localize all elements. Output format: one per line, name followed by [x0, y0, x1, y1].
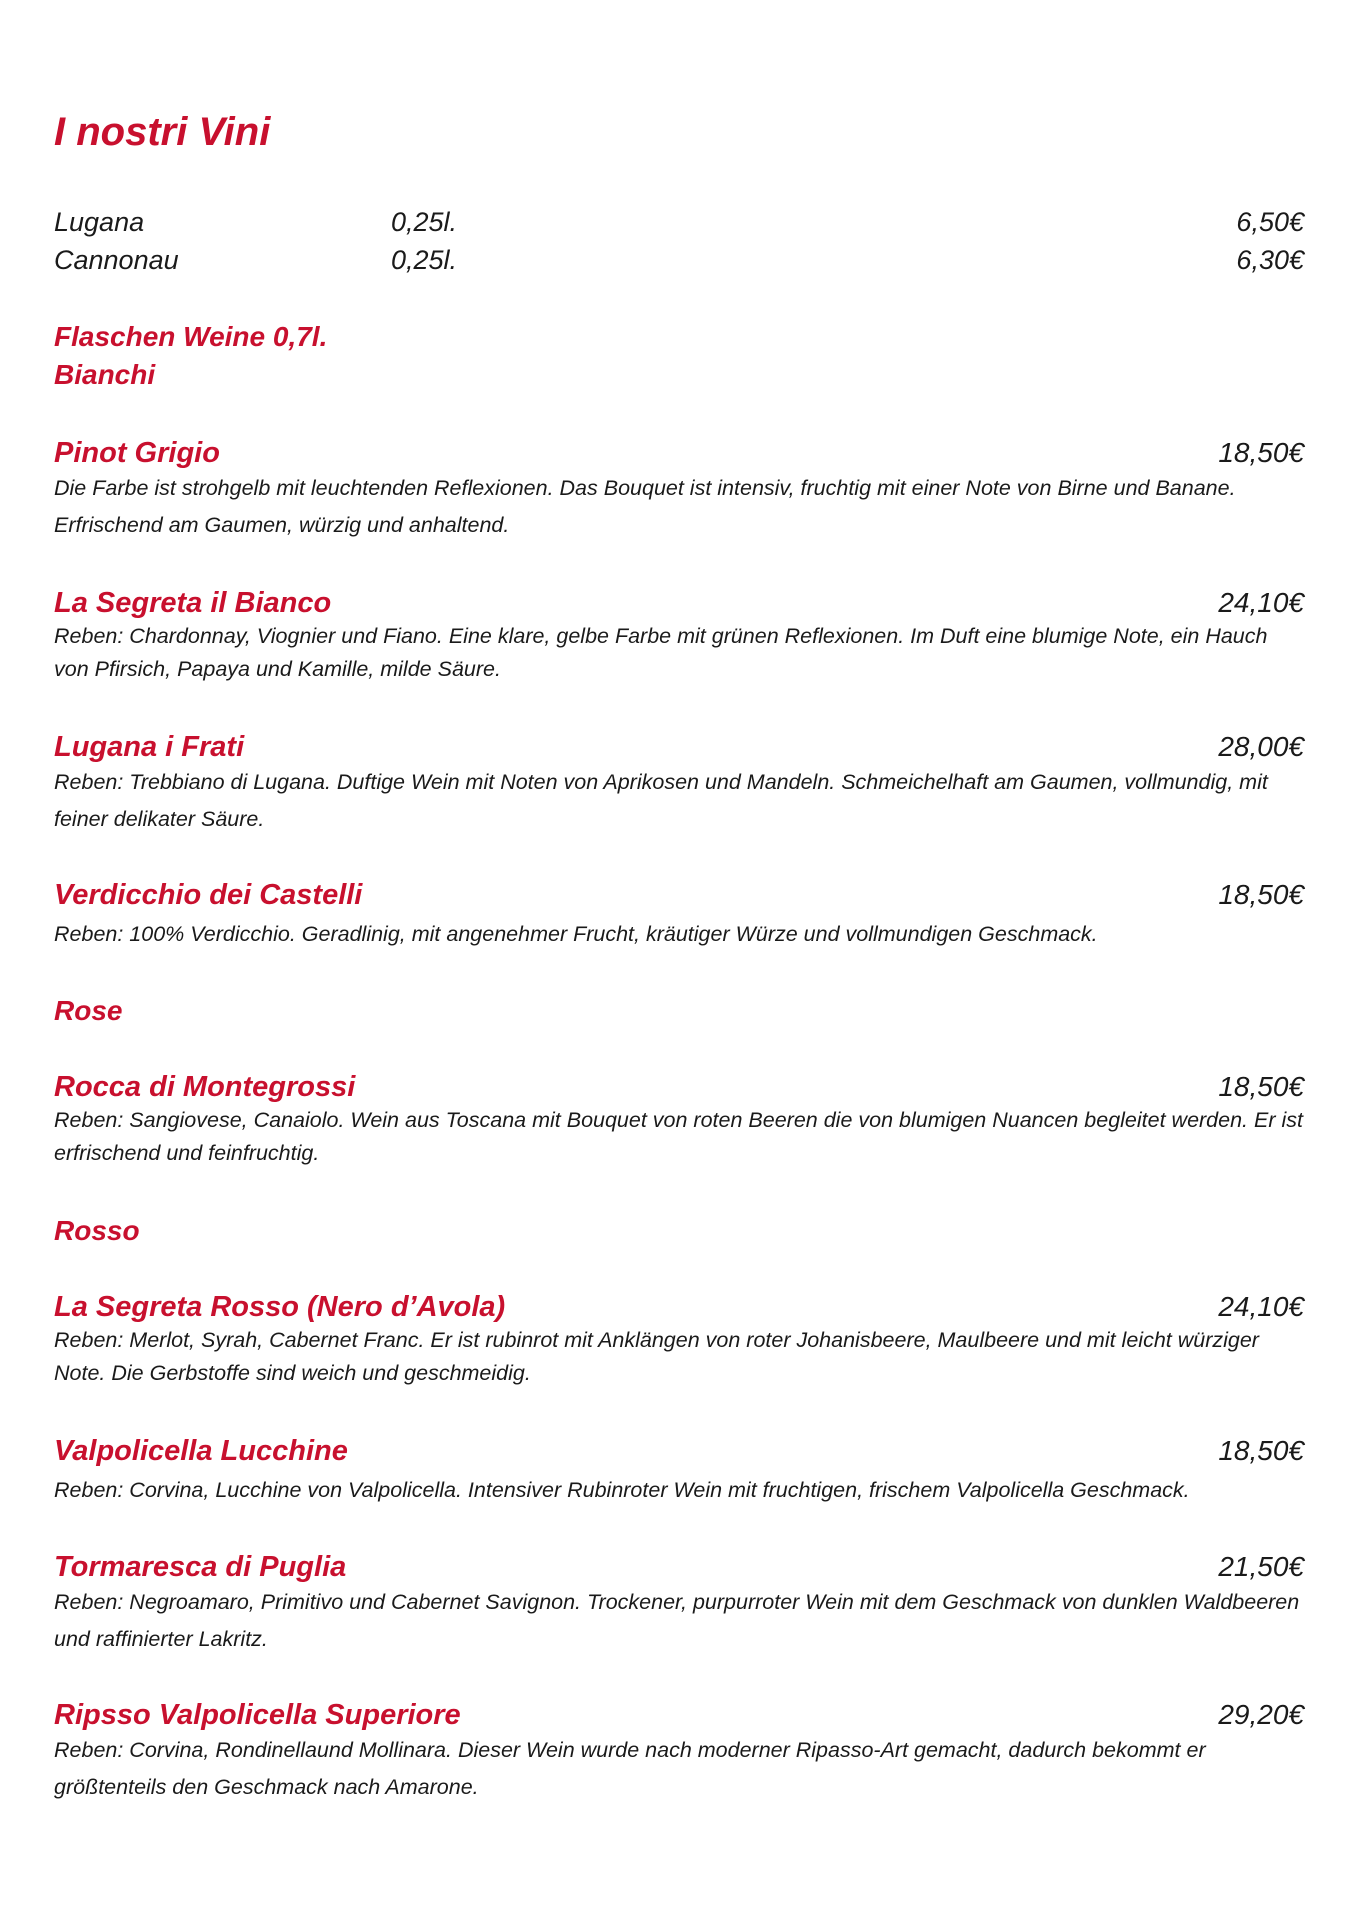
wine-item [54, 1696, 1304, 1806]
wine-name: Lugana i Frati [54, 731, 245, 763]
wine-name: Valpolicella Lucchine [54, 1435, 348, 1467]
wine-description: Reben: Trebbiano di Lugana. Duftige Wein mit Noten von Aprikosen und Mandeln. Schmeichelhaft am Gaumen, vollmundig, mit feiner delikater Säure. [54, 770, 1268, 831]
wine-item [54, 728, 1304, 838]
glass-wine-name: Lugana [54, 207, 145, 237]
wine-item [54, 584, 1304, 686]
wine-item [54, 434, 1304, 544]
glass-wine-size: 0,25l. [391, 245, 458, 275]
wine-name: La Segreta il Bianco [54, 587, 332, 619]
wine-price: 18,50€ [1218, 879, 1304, 910]
wine-name: Rocca di Montegrossi [54, 1071, 356, 1103]
wine-item [54, 1548, 1304, 1658]
page-title: I nostri Vini [54, 110, 271, 154]
wine-price: 24,10€ [1218, 1291, 1304, 1322]
section-heading-bianchi: Bianchi [54, 359, 156, 390]
wine-description: Reben: Corvina, Rondinellaund Mollinara. Dieser Wein wurde nach moderner Ripasso-Art gemacht, dadurch bekommt er größtenteils den Geschmack nach Amarone. [54, 1738, 1206, 1799]
wine-price: 21,50€ [1218, 1551, 1304, 1582]
wine-description: Reben: Sangiovese, Canaiolo. Wein aus Toscana mit Bouquet von roten Beeren die von blumigen Nuancen begleitet werden. Er ist erfrischend und feinfruchtig. [54, 1108, 1303, 1165]
wine-price: 18,50€ [1218, 1071, 1304, 1102]
section-heading-rosso: Rosso [54, 1215, 140, 1246]
glass-wine-price: 6,30€ [1236, 245, 1304, 275]
wine-description: Reben: Corvina, Lucchine von Valpolicella. Intensiver Rubinroter Wein mit fruchtigen, frischem Valpolicella Geschmack. [54, 1478, 1190, 1502]
wine-name: La Segreta Rosso (Nero d’Avola) [54, 1291, 506, 1323]
wine-description: Reben: Merlot, Syrah, Cabernet Franc. Er ist rubinrot mit Anklängen von roter Johanisbeere, Maulbeere und mit leicht würziger Note. Die Gerbstoffe sind weich und geschmeidig. [54, 1328, 1259, 1385]
wine-price: 18,50€ [1218, 437, 1304, 468]
glass-wine-size: 0,25l. [391, 207, 458, 237]
bottle-wines-heading: Flaschen Weine 0,7l. [54, 321, 328, 352]
glass-wine-row [54, 204, 1304, 240]
wine-description: Reben: Chardonnay, Viognier und Fiano. Eine klare, gelbe Farbe mit grünen Reflexionen. Im Duft eine blumige Note, ein Hauch von Pfirsich, Papaya und Kamille, milde Säure. [54, 624, 1268, 681]
wine-price: 28,00€ [1218, 731, 1304, 762]
wine-item [54, 1288, 1304, 1390]
wine-name: Pinot Grigio [54, 437, 220, 469]
wine-price: 29,20€ [1218, 1699, 1304, 1730]
wine-name: Tormaresca di Puglia [54, 1551, 347, 1583]
glass-wine-name: Cannonau [54, 245, 179, 275]
wine-name: Verdicchio dei Castelli [54, 879, 363, 911]
glass-wine-price: 6,50€ [1236, 207, 1304, 237]
wine-name: Ripsso Valpolicella Superiore [54, 1699, 461, 1731]
wine-menu-page [54, 0, 1304, 1920]
wine-item [54, 876, 1304, 953]
wine-price: 24,10€ [1218, 587, 1304, 618]
wine-description: Reben: 100% Verdicchio. Geradlinig, mit angenehmer Frucht, kräutiger Würze und vollmundigen Geschmack. [54, 922, 1098, 946]
wine-description: Die Farbe ist strohgelb mit leuchtenden Reflexionen. Das Bouquet ist intensiv, fruchtig mit einer Note von Birne und Banane. Erfrischend am Gaumen, würzig und anhaltend. [54, 476, 1236, 537]
wine-item [54, 1068, 1304, 1170]
wine-description: Reben: Negroamaro, Primitivo und Cabernet Savignon. Trockener, purpurroter Wein mit dem Geschmack von dunklen Waldbeeren und raffinierter Lakritz. [54, 1590, 1300, 1651]
wine-item [54, 1432, 1304, 1509]
glass-wine-row [54, 242, 1304, 278]
section-heading-rose: Rose [54, 995, 123, 1026]
wine-price: 18,50€ [1218, 1435, 1304, 1466]
